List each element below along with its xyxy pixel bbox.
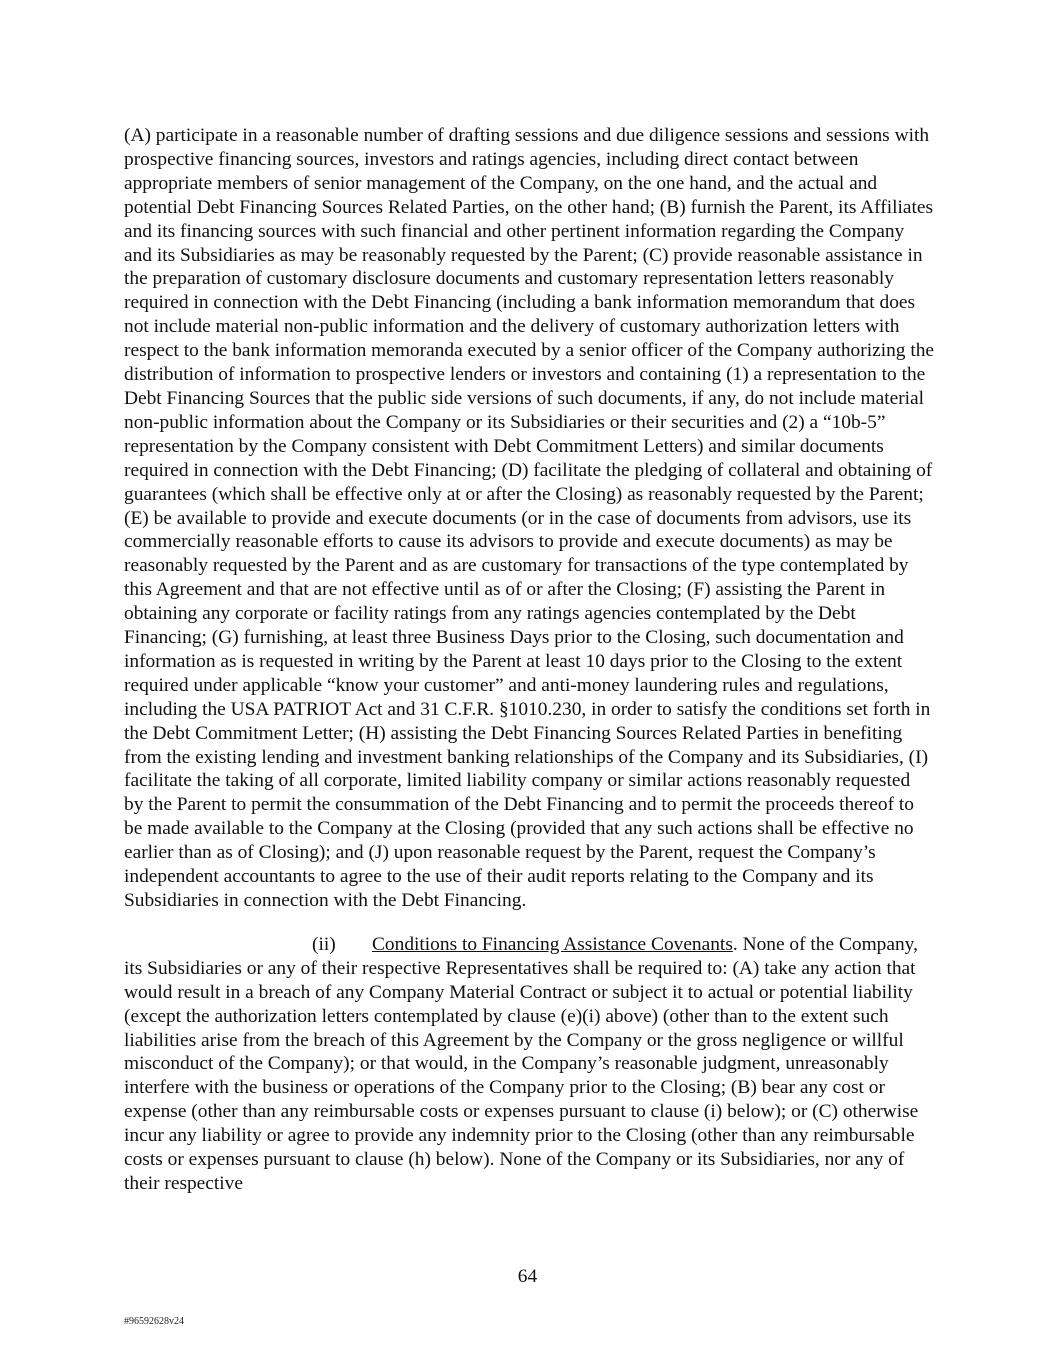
document-body (124, 124, 934, 1196)
section-heading: Conditions to Financing Assistance Covenants (372, 933, 733, 955)
section-text: . None of the Company, its Subsidiaries or any of their respective Representatives shall be required to: (A) take any action that would result in a breach of any Company Material Contract or subject it to actual or potential liability (except the authorization letters contemplated by clause (e)(i) above) (other than to the extent such liabilities arise from the breach of this Agreement by the Company or the gross negligence or willful misconduct of the Company); or that would, in the Company’s reasonable judgment, unreasonably interfere with the business or operations of the Company prior to the Closing; (B) bear any cost or expense (other than any reimbursable costs or expenses pursuant to clause (i) below); or (C) otherwise incur any liability or agree to provide any indemnity prior to the Closing (other than any reimbursable costs or expenses pursuant to clause (h) below). None of the Company or its Subsidiaries, nor any of their respective (124, 933, 919, 1194)
page-number: 64 (517, 1266, 538, 1287)
paragraph-conditions-financing-assistance (124, 933, 934, 1196)
document-id: #96592628v24 (124, 1316, 184, 1327)
section-number: (ii) (312, 933, 336, 955)
paragraph-financing-cooperation: (A) participate in a reasonable number of drafting sessions and due diligence sessions and sessions with prospective financing sources, investors and ratings agencies, including direct contact between appropriate members of senior management of the Company, on the one hand, and the actual and potential Debt Financing Sources Related Parties, on the other hand; (B) furnish the Parent, its Affiliates and its financing sources with such financial and other pertinent information regarding the Company and its Subsidiaries as may be reasonably requested by the Parent; (C) provide reasonable assistance in the preparation of customary disclosure documents and customary representation letters reasonably required in connection with the Debt Financing (including a bank information memorandum that does not include material non-public information and the delivery of customary authorization letters with respect to the bank information memoranda executed by a senior officer of the Company authorizing the distribution of information to prospective lenders or investors and containing (1) a representation to the Debt Financing Sources that the public side versions of such documents, if any, do not include material non-public information about the Company or its Subsidiaries or their securities and (2) a “10b-5” representation by the Company consistent with Debt Commitment Letters) and similar documents required in connection with the Debt Financing; (D) facilitate the pledging of collateral and obtaining of guarantees (which shall be effective only at or after the Closing) as reasonably requested by the Parent; (E) be available to provide and execute documents (or in the case of documents from advisors, use its commercially reasonable efforts to cause its advisors to provide and execute documents) as may be reasonably requested by the Parent and as are customary for transactions of the type contemplated by this Agreement and that are not effective until as of or after the Closing; (F) assisting the Parent in obtaining any corporate or facility ratings from any ratings agencies contemplated by the Debt Financing; (G) furnishing, at least three Business Days prior to the Closing, such documentation and information as is requested in writing by the Parent at least 10 days prior to the Closing to the extent required under applicable “know your customer” and anti-money laundering rules and regulations, including the USA PATRIOT Act and 31 C.F.R. §1010.230, in order to satisfy the conditions set forth in the Debt Commitment Letter; (H) assisting the Debt Financing Sources Related Parties in benefiting from the existing lending and investment banking relationships of the Company and its Subsidiaries, (I) facilitate the taking of all corporate, limited liability company or similar actions reasonably requested by the Parent to permit the consummation of the Debt Financing and to permit the proceeds thereof to be made available to the Company at the Closing (provided that any such actions shall be effective no earlier than as of Closing); and (J) upon reasonable request by the Parent, request the Company’s independent accountants to agree to the use of their audit reports relating to the Company and its Subsidiaries in connection with the Debt Financing. (124, 125, 935, 911)
